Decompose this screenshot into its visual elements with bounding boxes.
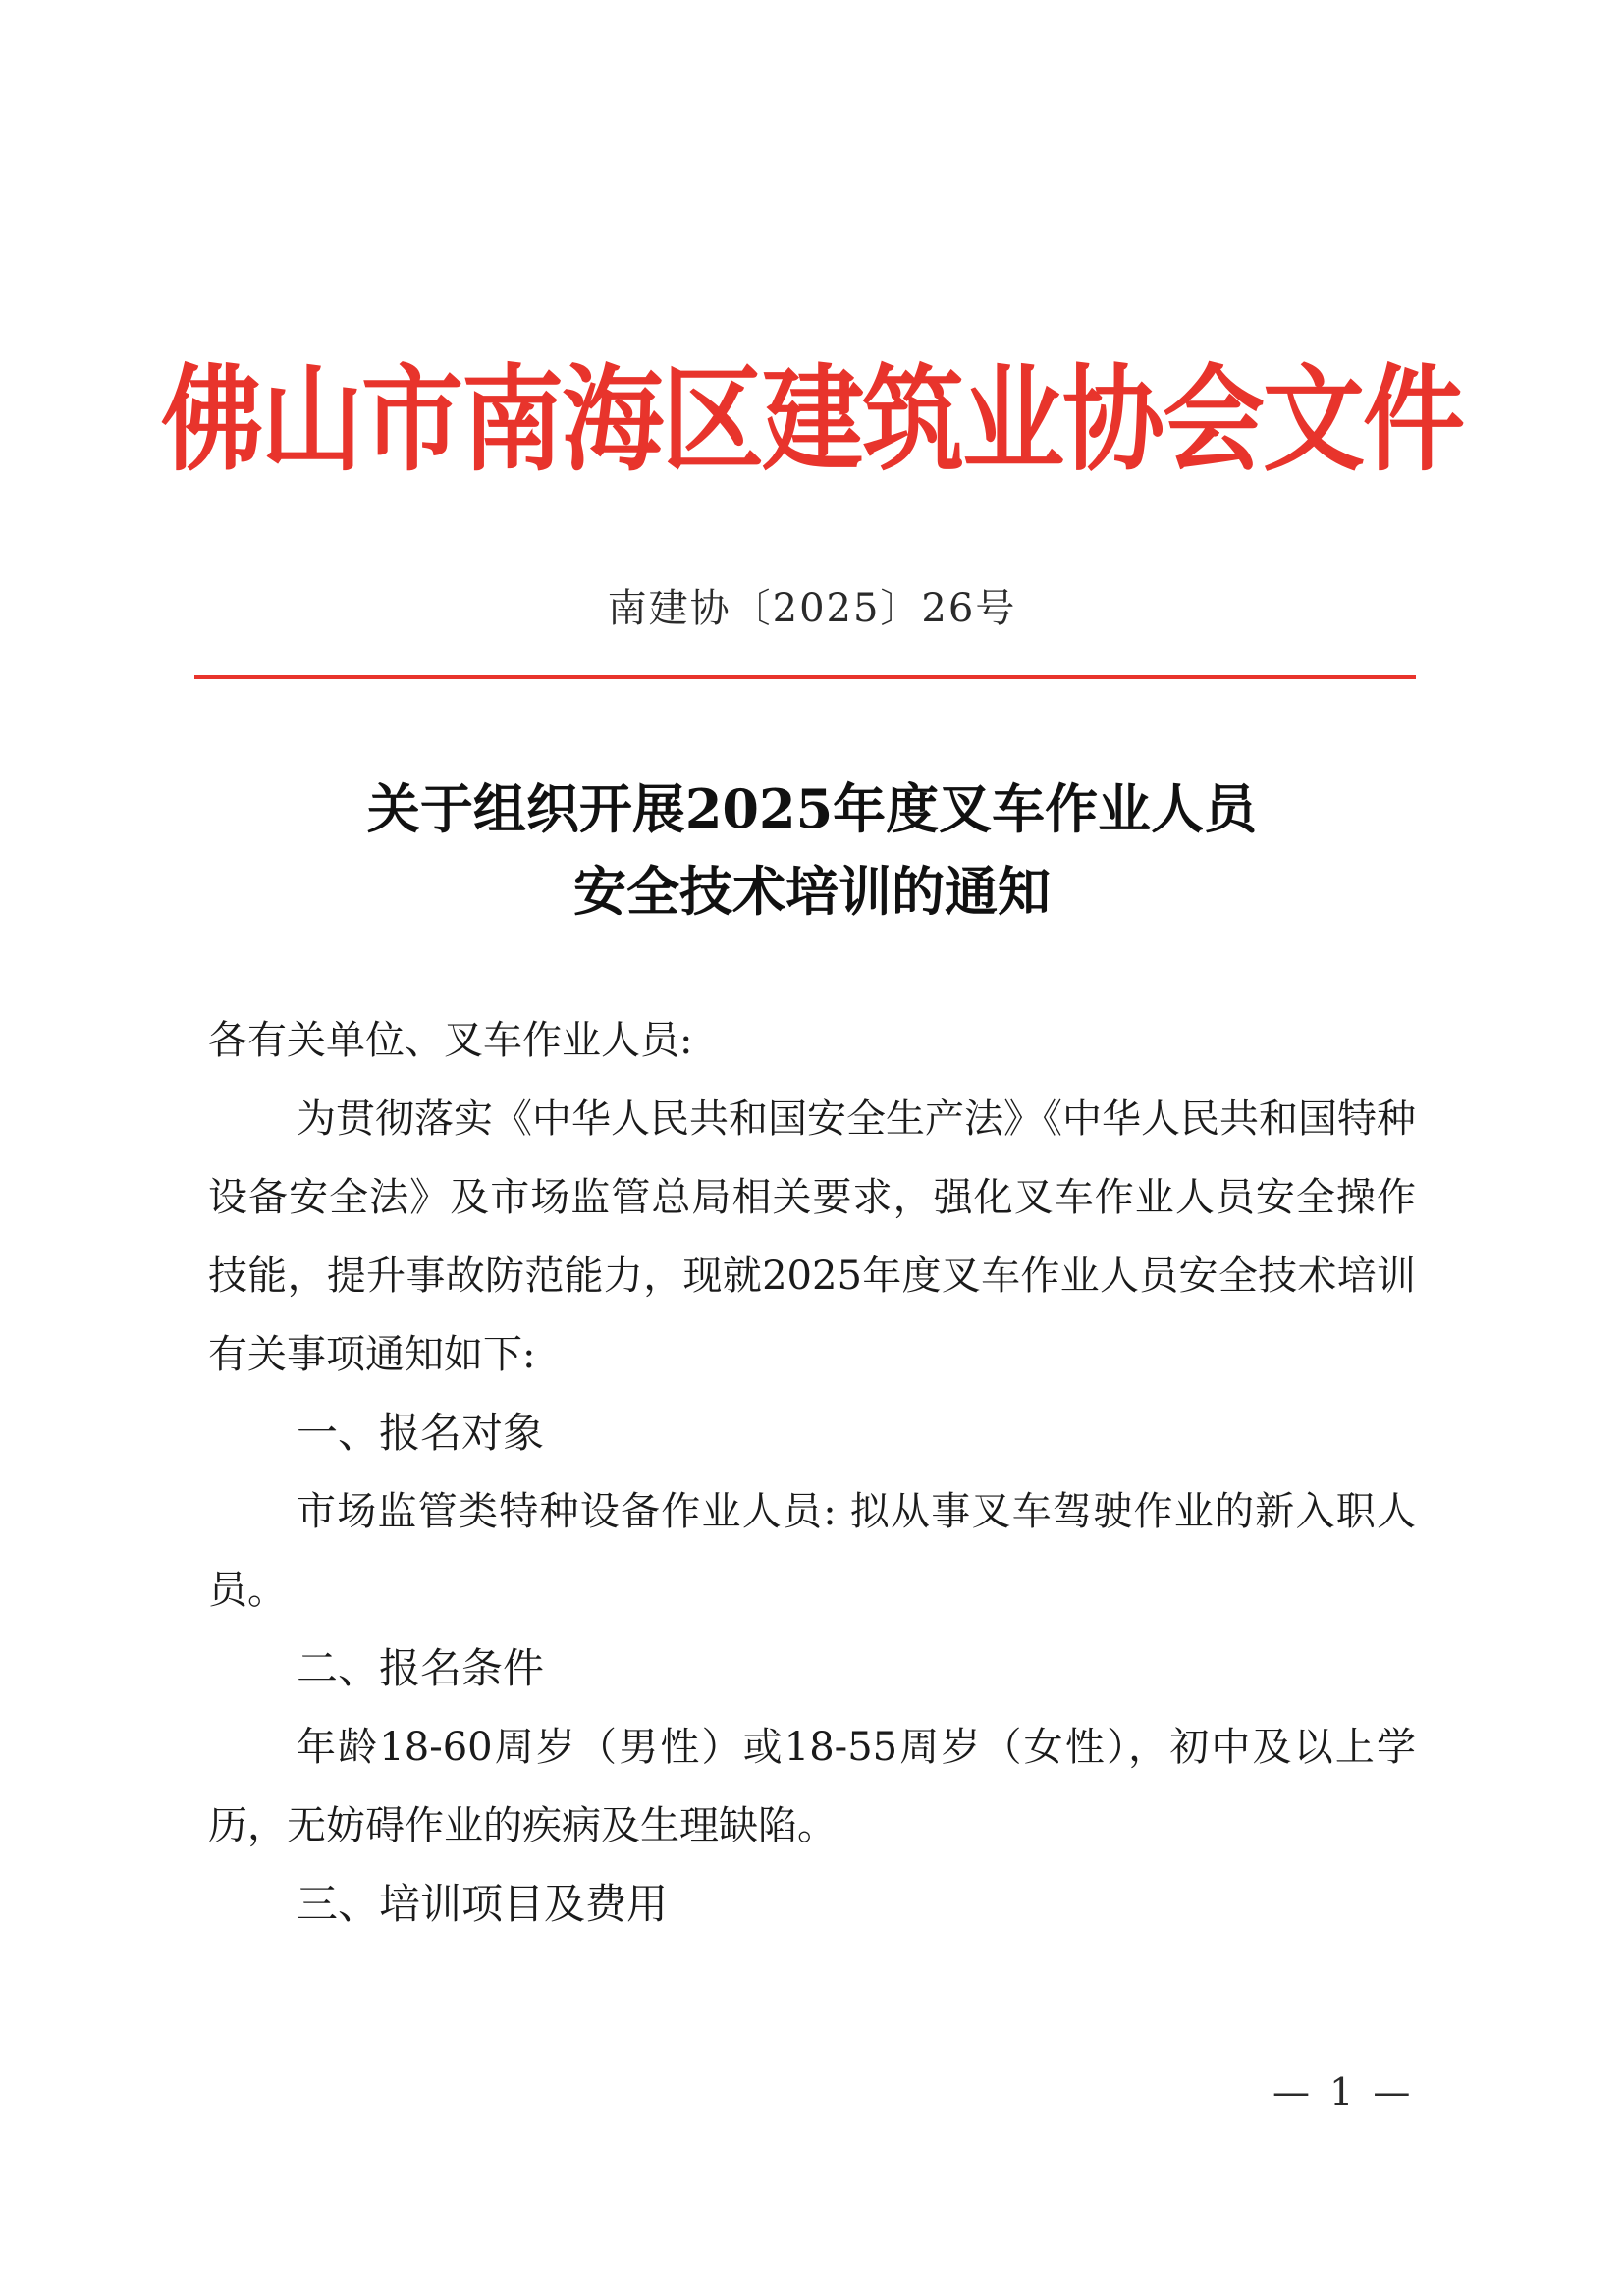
section-text-2: 年龄18-60周岁（男性）或18-55周岁（女性），初中及以上学历，无妨碍作业的疾病及生理缺陷。	[208, 1725, 1416, 1848]
salutation: 各有关单位、叉车作业人员:	[208, 1018, 693, 1063]
section-text-1: 市场监管类特种设备作业人员: 拟从事叉车驾驶作业的新入职人员。	[208, 1489, 1416, 1613]
intro-paragraph: 为贯彻落实《中华人民共和国安全生产法》《中华人民共和国特种设备安全法》及市场监管总局相关要求，强化叉车作业人员安全操作技能，提升事故防范能力，现就2025年度叉车作业人员安全技术培训有关事项通知如下:	[208, 1096, 1416, 1377]
section-heading-3: 三、培训项目及费用	[297, 1880, 669, 1928]
title-line-2: 安全技术培训的通知	[573, 860, 1051, 923]
section-heading-2: 二、报名条件	[297, 1644, 545, 1692]
masthead: 佛山市南海区建筑业协会文件	[160, 352, 1463, 488]
document-title	[0, 768, 1624, 933]
document-number: 南建协〔2025〕26号	[607, 586, 1017, 631]
page-number: — 1 —	[1272, 2070, 1415, 2113]
title-line-1: 关于组织开展2025年度叉车作业人员	[366, 777, 1258, 840]
red-divider	[194, 675, 1416, 679]
section-heading-1: 一、报名对象	[297, 1409, 545, 1457]
